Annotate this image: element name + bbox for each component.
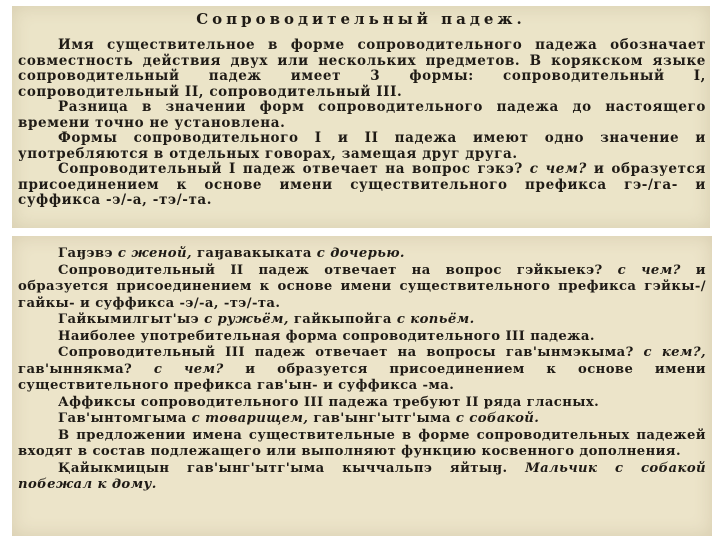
italic-text: с дочерью. (311, 246, 405, 261)
text-run: Сопроводительный III падеж отвечает на вопросы гав'ынмэкыма? (58, 345, 634, 360)
paragraph: Разница в значении форм сопроводительного падежа до настоящего времени точно не установлена. (18, 99, 706, 131)
bold-text: -э/-а, -тэ/-та. (179, 295, 281, 311)
paragraph: В предложении имена существительные в форме сопроводительных падежей входят в состав подлежащего или выполняют функцию косвенного дополнения. (18, 427, 706, 459)
paragraph: Наиболее употребительная форма сопроводительного III падежа. (58, 328, 595, 344)
example-line (18, 411, 706, 428)
bold-text: -э/-а, -тэ/-та. (106, 192, 213, 208)
text-run: и суффикса (318, 378, 423, 393)
bold-text: гэйкы-/гайкы- (18, 279, 706, 311)
italic-text: с копьём. (391, 312, 475, 327)
italic-text: с товарищем, (186, 411, 314, 426)
italic-text: с чем? (529, 161, 587, 177)
bold-text: -ма. (422, 378, 455, 393)
bold-text: гав'ын- (257, 378, 319, 393)
paragraph: Имя существительное в форме сопроводительного падежа обозначает совместность действия двух или нескольких предметов. В корякском языке сопроводительный падеж имеет 3 формы: сопроводительный I, сопроводительный II, сопроводительный III. (18, 37, 706, 100)
example-line (18, 461, 706, 494)
paragraph: Аффиксы сопроводительного III падежа требуют II ряда гласных. (58, 394, 600, 410)
bottom-text (18, 246, 706, 494)
text-run: и суффикса (75, 295, 180, 311)
scan-bottom (12, 236, 712, 536)
top-text (18, 38, 706, 209)
bold-text: Гав'ынтомгыма (58, 411, 187, 426)
bold-text: гав'ынг'ытг'ыма (313, 411, 451, 426)
italic-text: Мальчик с собакой побежал к дому. (18, 460, 707, 492)
text-run: и образуется присоединением к основе имени существительного префикса (18, 161, 706, 193)
paragraph (18, 263, 706, 313)
text-run: кыччальпэ яйтыӈ. (324, 460, 526, 476)
italic-text: с чем? (132, 361, 224, 377)
italic-text: с чем? (617, 262, 681, 278)
example-line (18, 312, 706, 329)
text-run: гав'ыннякма? (18, 361, 133, 377)
text-run: и суффикса (18, 176, 706, 208)
bold-text: Қайыкмицын гав'ынг'ытг'ыма (58, 460, 325, 476)
paragraph: Формы сопроводительного I и II падежа имеют одно значение и употребляются в отдельных говорах, замещая друг друга. (18, 130, 706, 162)
italic-text: с собакой. (450, 411, 540, 426)
bold-text: гаӈавакыката (196, 246, 312, 261)
paragraph (18, 162, 706, 209)
paragraph (18, 345, 706, 395)
italic-text: с ружьём, (199, 312, 294, 327)
bold-text: гэ-/га- (624, 176, 678, 193)
text-run: Сопроводительный I падеж отвечает на вопрос гэкэ? (58, 161, 523, 177)
example-line (18, 246, 706, 263)
bold-text: гайкыпойга (293, 312, 392, 327)
bold-text: Гайкымилгыт'ыэ (58, 312, 200, 327)
bold-text: Гаӈэвэ (58, 246, 113, 261)
text-run: и образуется присоединением к основе имени существительного префикса (18, 361, 706, 393)
text-run: и образуется присоединением к основе имени существительного префикса (18, 262, 706, 294)
italic-text: с женой, (112, 246, 197, 261)
scan-top (12, 6, 710, 228)
italic-text: с кем?, (633, 345, 706, 360)
page-title: Сопроводительный падеж. (196, 10, 526, 28)
text-run: Сопроводительный II падеж отвечает на вопрос гэйкыекэ? (58, 262, 603, 278)
